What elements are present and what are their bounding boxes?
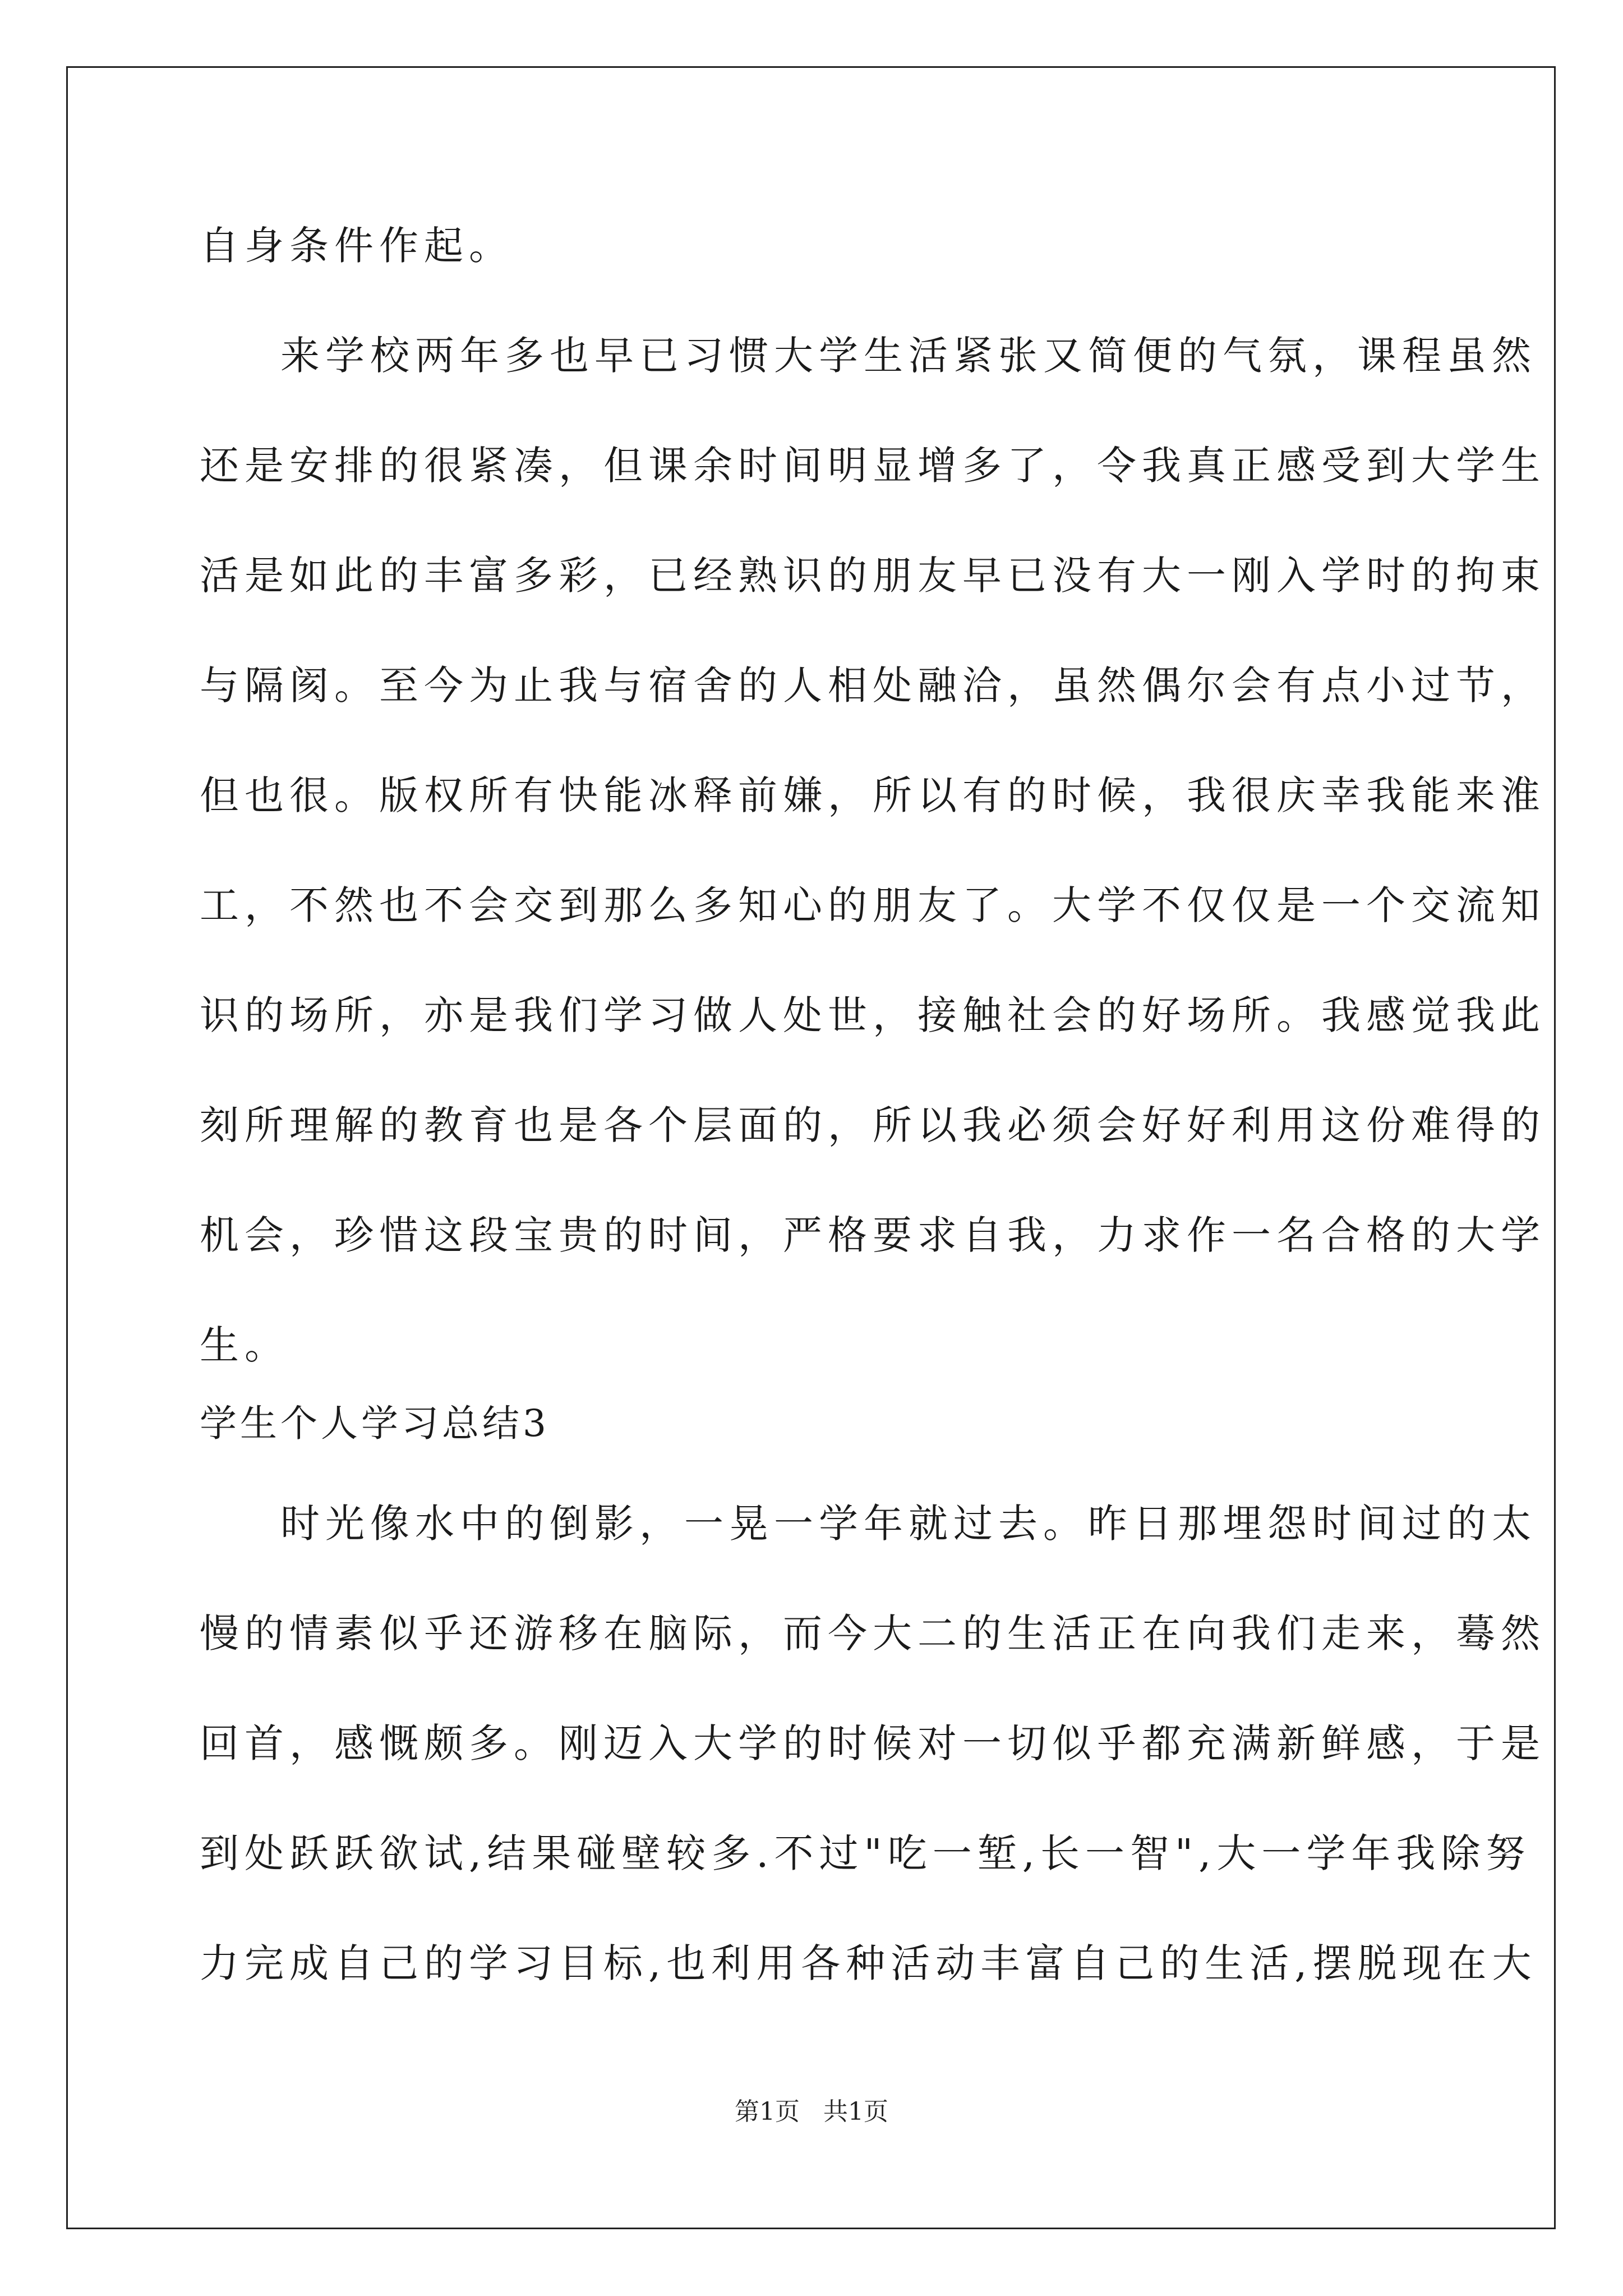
paragraph (200, 328, 1546, 1373)
paragraph-line: 时光像水中的倒影，一晃一学年就过去。昨日那埋怨时间过的太 (280, 1501, 1537, 1547)
paragraph-line: 还是安排的很紧凑，但课余时间明显增多了，令我真正感受到大学生 (200, 443, 1546, 489)
paragraph-line: 识的场所，亦是我们学习做人处世，接触社会的好场所。我感觉我此 (200, 992, 1546, 1038)
paragraph-line: 工，不然也不会交到那么多知心的朋友了。大学不仅仅是一个交流知 (200, 882, 1546, 928)
paragraph-line: 慢的情素似乎还游移在脑际，而今大二的生活正在向我们走来，蓦然 (200, 1611, 1546, 1657)
document-body (200, 218, 1546, 1991)
paragraph-line: 力完成自己的学习目标,也利用各种活动丰富自己的生活,摆脱现在大 (200, 1940, 1537, 1986)
paragraph-line: 生。 (200, 1322, 289, 1368)
paragraph-line: 但也很。版权所有快能冰释前嫌，所以有的时候，我很庆幸我能来淮 (200, 772, 1546, 818)
page-footer (0, 2095, 1623, 2129)
paragraph-line: 来学校两年多也早已习惯大学生活紧张又简便的气氛，课程虽然 (280, 333, 1537, 379)
paragraph (200, 1496, 1546, 1991)
paragraph-line: 回首，感慨颇多。刚迈入大学的时候对一切似乎都充满新鲜感，于是 (200, 1720, 1546, 1766)
paragraph-line: 到处跃跃欲试,结果碰壁较多.不过"吃一堑,长一智",大一学年我除努 (200, 1830, 1531, 1876)
section-heading: 学生个人学习总结3 (200, 1402, 550, 1445)
paragraph-line: 机会，珍惜这段宝贵的时间，严格要求自我，力求作一名合格的大学 (200, 1212, 1546, 1258)
paragraph-line: 与隔阂。至今为止我与宿舍的人相处融洽，虽然偶尔会有点小过节， (200, 662, 1546, 708)
page-number: 第1页 共1页 (735, 2097, 888, 2126)
paragraph-line: 自身条件作起。 (200, 223, 514, 269)
paragraph-line: 刻所理解的教育也是各个层面的，所以我必须会好好利用这份难得的 (200, 1102, 1546, 1148)
paragraph-line: 活是如此的丰富多彩，已经熟识的朋友早已没有大一刚入学时的拘束 (200, 553, 1546, 599)
